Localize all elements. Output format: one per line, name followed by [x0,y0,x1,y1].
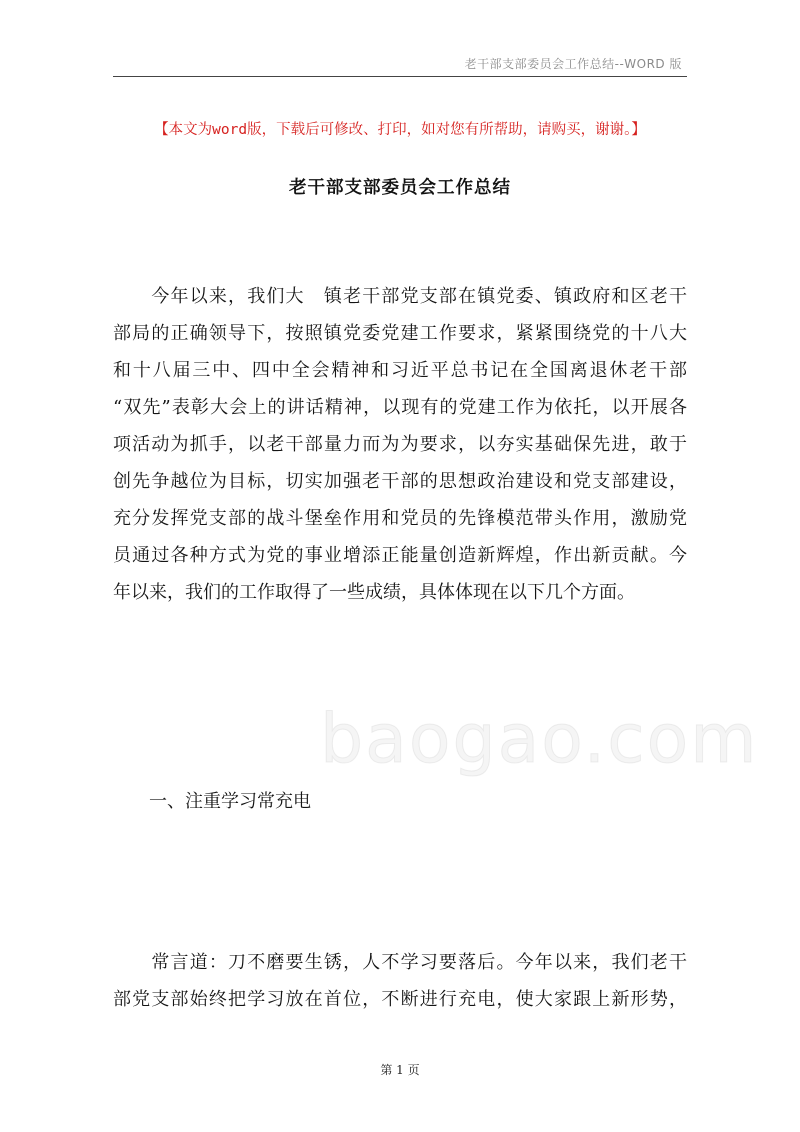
document-title: 老干部支部委员会工作总结 [289,178,511,198]
paragraph-line: 充分发挥党支部的战斗堡垒作用和党员的先锋模范带头作用，激励党 [113,508,687,529]
paragraph-intro [113,278,687,611]
paragraph-line: 项活动为抓手，以老干部量力而为为要求，以夯实基础保先进，敢于 [113,434,687,455]
paragraph-line: “双先”表彰大会上的讲话精神，以现有的党建工作为依托，以开展各 [113,397,687,418]
paragraph-line: 和十八届三中、四中全会精神和习近平总书记在全国离退休老干部 [113,360,687,381]
page-number: 第 1 页 [380,1063,420,1077]
watermark: baogao.com [320,700,759,779]
section-heading: 一、注重学习常充电 [149,791,311,812]
paragraph-line: 部局的正确领导下，按照镇党委党建工作要求，紧紧围绕党的十八大 [113,323,687,344]
paragraph-line: 员通过各种方式为党的事业增添正能量创造新辉煌，作出新贡献。今 [113,545,687,566]
paragraph-line: 今年以来，我们大 镇老干部党支部在镇党委、镇政府和区老干 [113,286,687,307]
paragraph-line: 年以来，我们的工作取得了一些成绩，具体体现在以下几个方面。 [113,582,635,603]
paragraph-line: 创先争越位为目标，切实加强老干部的思想政治建设和党支部建设， [113,471,687,492]
paragraph-line: 部党支部始终把学习放在首位，不断进行充电，使大家跟上新形势， [113,989,687,1010]
header-divider [113,76,687,77]
paragraph-line: 常言道：刀不磨要生锈，人不学习要落后。今年以来，我们老干 [113,952,687,973]
running-header: 老干部支部委员会工作总结--WORD 版 [464,57,682,71]
paragraph-study [113,944,687,1018]
purchase-notice: 【本文为word版，下载后可修改、打印，如对您有所帮助，请购买，谢谢。】 [154,122,646,138]
